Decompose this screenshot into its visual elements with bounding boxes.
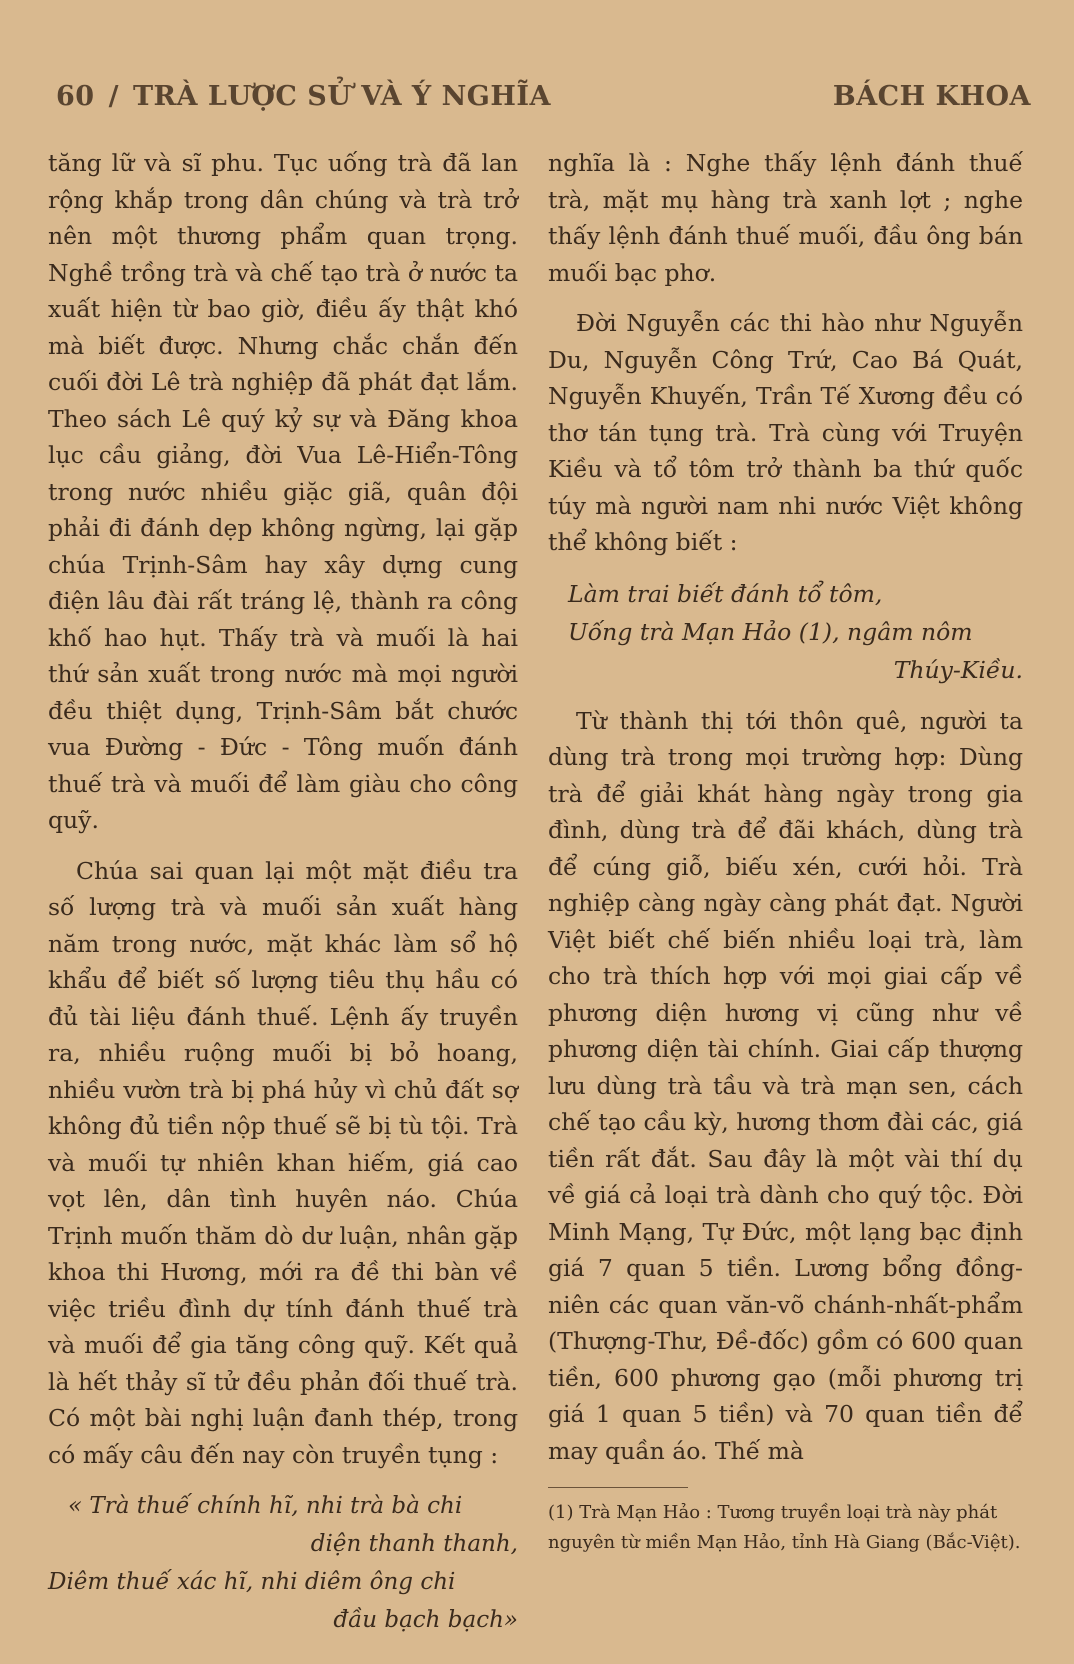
verse-line: « Trà thuế chính hĩ, nhi trà bà chi	[68, 1493, 463, 1519]
right-column	[548, 145, 1023, 1558]
right-verse	[548, 575, 1023, 689]
running-title: TRÀ LƯỢC SỬ VÀ Ý NGHĨA	[132, 80, 551, 112]
right-paragraph-3: Từ thành thị tới thôn quê, người ta dùng trà trong mọi trường hợp: Dùng trà để giải khát hàng ngày trong gia đình, dùng trà để đãi khách, dùng trà để cúng giỗ, biếu xén, cưới hỏi. Trà nghiệp càng ngày càng phát đạt. Người Việt biết chế biến nhiều loại trà, làm cho trà thích hợp với mọi giai cấp về phương diện hương vị cũng như về phương diện tài chính. Giai cấp thượng lưu dùng trà tầu và trà mạn sen, cách chế tạo cầu kỳ, hương thơm đài các, giá tiền rất đắt. Sau đây là một vài thí dụ về giá cả loại trà dành cho quý tộc. Đời Minh Mạng, Tự Đức, một lạng bạc định giá 7 quan 5 tiền. Lương bổng đồng-niên các quan văn-võ chánh-nhất-phẩm (Thượng-Thư, Đề-đốc) gồm có 600 quan tiền, 600 phương gạo (mỗi phương trị giá 1 quan 5 tiền) và 70 quan tiền để may quần áo. Thế mà	[548, 706, 1023, 1465]
page-header	[56, 74, 1031, 118]
right-paragraph-2: Đời Nguyễn các thi hào như Nguyễn Du, Nguyễn Công Trứ, Cao Bá Quát, Nguyễn Khuyến, Trần Tế Xương đều có thơ tán tụng trà. Trà cùng với Truyện Kiều và tổ tôm trở thành ba thứ quốc túy mà người nam nhi nước Việt không thể không biết :	[548, 309, 1023, 556]
verse-line: Thúy-Kiều.	[893, 655, 1023, 684]
left-column	[48, 145, 518, 1653]
footnote-divider	[548, 1487, 688, 1488]
header-separator: /	[108, 80, 119, 112]
left-paragraph-2: Chúa sai quan lại một mặt điều tra số lượng trà và muối sản xuất hàng năm trong nước, mặt khác làm sổ hộ khẩu để biết số lượng tiêu thụ hầu có đủ tài liệu đánh thuế. Lệnh ấy truyền ra, nhiều ruộng muối bị bỏ hoang, nhiều vườn trà bị phá hủy vì chủ đất sợ không đủ tiền nộp thuế sẽ bị tù tội. Trà và muối tự nhiên khan hiếm, giá cao vọt lên, dân tình huyên náo. Chúa Trịnh muốn thăm dò dư luận, nhân gặp khoa thi Hương, mới ra đề thi bàn về việc triều đình dự tính đánh thuế trà và muối để gia tăng công quỹ. Kết quả là hết thảy sĩ tử đều phản đối thuế trà. Có một bài nghị luận đanh thép, trong có mấy câu đến nay còn truyền tụng :	[48, 856, 518, 1469]
header-left	[56, 81, 551, 112]
verse-line: Uống trà Mạn Hảo (1), ngâm nôm	[568, 617, 973, 646]
verse-line: Làm trai biết đánh tổ tôm,	[568, 579, 883, 608]
verse-line: diện thanh thanh,	[310, 1531, 518, 1557]
publication-name: BÁCH KHOA	[832, 80, 1031, 112]
right-paragraph-1: nghĩa là : Nghe thấy lệnh đánh thuế trà, mặt mụ hàng trà xanh lợt ; nghe thấy lệnh đánh thuế muối, đầu ông bán muối bạc phơ.	[548, 149, 1023, 287]
page-number: 60	[56, 80, 95, 112]
verse-line: đầu bạch bạch»	[333, 1607, 518, 1633]
footnote: (1) Trà Mạn Hảo : Tương truyền loại trà này phát nguyên từ miền Mạn Hảo, tỉnh Hà Giang (Bắc-Việt).	[548, 1502, 1021, 1553]
left-paragraph-1: tăng lữ và sĩ phu. Tục uống trà đã lan rộng khắp trong dân chúng và trà trở nên một thương phẩm quan trọng. Nghề trồng trà và chế tạo trà ở nước ta xuất hiện từ bao giờ, điều ấy thật khó mà biết được. Nhưng chắc chắn đến cuối đời Lê trà nghiệp đã phát đạt lắm. Theo sách Lê quý kỷ sự và Đăng khoa lục cầu giảng, đời Vua Lê-Hiển-Tông trong nước nhiều giặc giã, quân đội phải đi đánh dẹp không ngừng, lại gặp chúa Trịnh-Sâm hay xây dựng cung điện lâu đài rất tráng lệ, thành ra công khố hao hụt. Thấy trà và muối là hai thứ sản xuất trong nước mà mọi người đều thiệt dụng, Trịnh-Sâm bắt chước vua Đường - Đức - Tông muốn đánh thuế trà và muối để làm giàu cho công quỹ.	[48, 149, 518, 834]
left-verse	[48, 1487, 518, 1639]
verse-line: Diêm thuế xác hĩ, nhi diêm ông chi	[48, 1569, 456, 1595]
